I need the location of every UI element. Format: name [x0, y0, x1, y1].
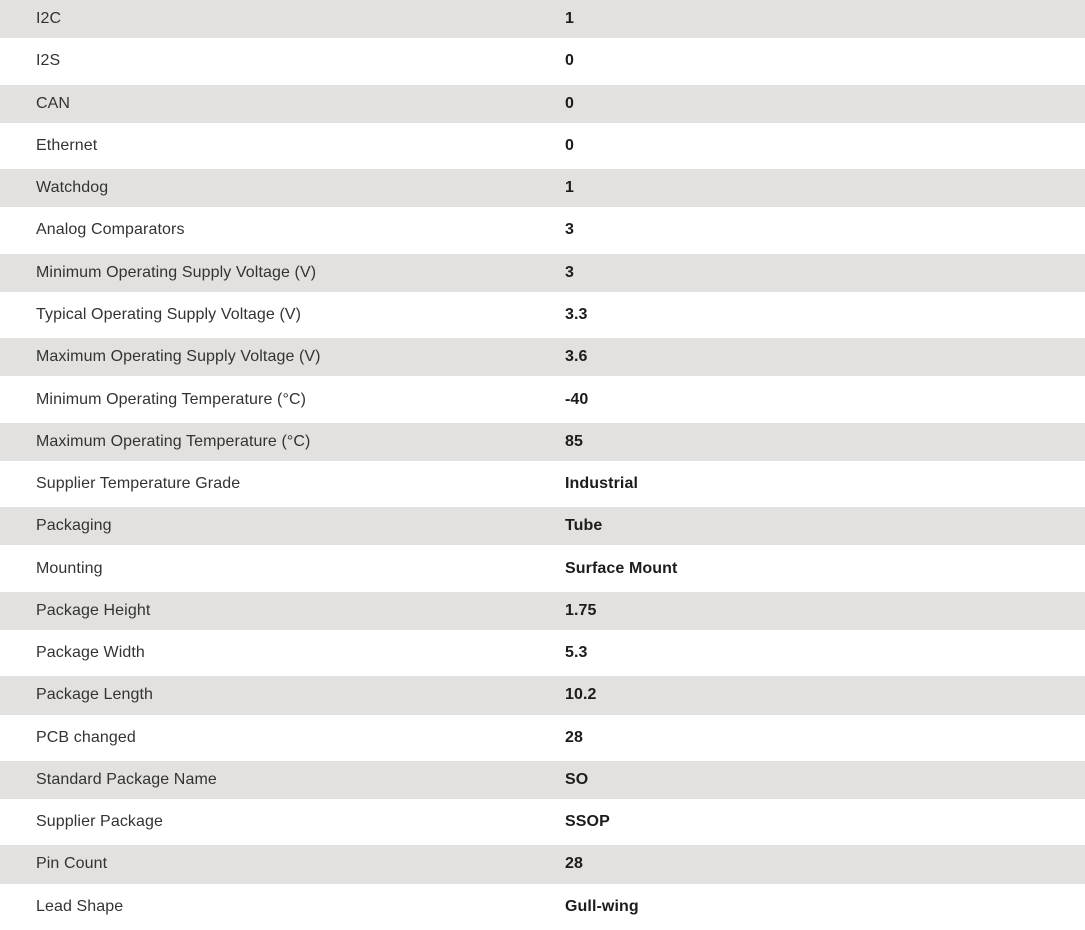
spec-attribute-label: Minimum Operating Temperature (°C)	[36, 390, 307, 408]
spec-table-row	[0, 254, 1085, 296]
spec-attribute-value: 3	[565, 221, 574, 239]
spec-attribute-value: 5.3	[565, 644, 588, 662]
spec-table-row	[0, 634, 1085, 676]
spec-attribute-label: Typical Operating Supply Voltage (V)	[36, 305, 302, 323]
spec-attribute-label: Analog Comparators	[36, 221, 185, 239]
spec-table-row	[0, 85, 1085, 127]
spec-table-row	[0, 211, 1085, 253]
spec-table-row	[0, 803, 1085, 845]
spec-attribute-label: I2S	[36, 52, 61, 70]
spec-attribute-label: CAN	[36, 94, 71, 112]
spec-attribute-value: -40	[565, 390, 589, 408]
spec-attribute-value: 0	[565, 94, 574, 112]
spec-attribute-value: 0	[565, 52, 574, 70]
spec-attribute-value: 1.75	[565, 601, 597, 619]
spec-attribute-label: Maximum Operating Supply Voltage (V)	[36, 348, 321, 366]
spec-attribute-label: Minimum Operating Supply Voltage (V)	[36, 263, 317, 281]
spec-attribute-value: 28	[565, 855, 583, 873]
spec-attribute-label: Package Length	[36, 686, 154, 704]
spec-attribute-label: Ethernet	[36, 136, 98, 154]
spec-attribute-value: 85	[565, 432, 583, 450]
spec-attribute-value: Industrial	[565, 475, 639, 493]
spec-table-row	[0, 761, 1085, 803]
spec-attribute-value: Tube	[565, 517, 603, 535]
spec-attribute-label: Maximum Operating Temperature (°C)	[36, 432, 311, 450]
spec-attribute-value: 1	[565, 10, 574, 28]
spec-table-row	[0, 169, 1085, 211]
spec-attribute-label: Pin Count	[36, 855, 108, 873]
spec-table-row	[0, 465, 1085, 507]
spec-attribute-label: Packaging	[36, 517, 112, 535]
spec-attribute-label: PCB changed	[36, 728, 136, 746]
spec-table-row	[0, 423, 1085, 465]
spec-table-row	[0, 845, 1085, 887]
spec-table-row	[0, 42, 1085, 84]
spec-attribute-value: 1	[565, 179, 574, 197]
spec-attribute-label: Lead Shape	[36, 897, 124, 915]
spec-table-row	[0, 592, 1085, 634]
spec-attribute-label: Watchdog	[36, 179, 109, 197]
spec-attribute-value: SSOP	[565, 813, 610, 831]
spec-attribute-label: I2C	[36, 10, 62, 28]
spec-table-row	[0, 888, 1085, 930]
spec-table-row	[0, 296, 1085, 338]
spec-attribute-value: 10.2	[565, 686, 597, 704]
spec-table-row	[0, 507, 1085, 549]
spec-attribute-label: Supplier Temperature Grade	[36, 475, 241, 493]
spec-attribute-value: Gull-wing	[565, 897, 639, 915]
spec-attribute-value: 28	[565, 728, 583, 746]
spec-attribute-value: 3.6	[565, 348, 588, 366]
spec-table-row	[0, 338, 1085, 380]
spec-table-row	[0, 549, 1085, 591]
spec-attribute-label: Mounting	[36, 559, 103, 577]
spec-attribute-value: 3	[565, 263, 574, 281]
spec-attribute-label: Supplier Package	[36, 813, 164, 831]
spec-attribute-label: Package Width	[36, 644, 145, 662]
spec-table-row	[0, 380, 1085, 422]
spec-table-row	[0, 676, 1085, 718]
spec-table-row	[0, 719, 1085, 761]
spec-attribute-value: Surface Mount	[565, 559, 678, 577]
spec-table-row	[0, 127, 1085, 169]
spec-attribute-value: 0	[565, 136, 574, 154]
spec-table-row	[0, 0, 1085, 42]
spec-attribute-label: Standard Package Name	[36, 770, 217, 788]
spec-attribute-value: SO	[565, 770, 589, 788]
spec-attribute-label: Package Height	[36, 601, 151, 619]
spec-attribute-value: 3.3	[565, 305, 588, 323]
